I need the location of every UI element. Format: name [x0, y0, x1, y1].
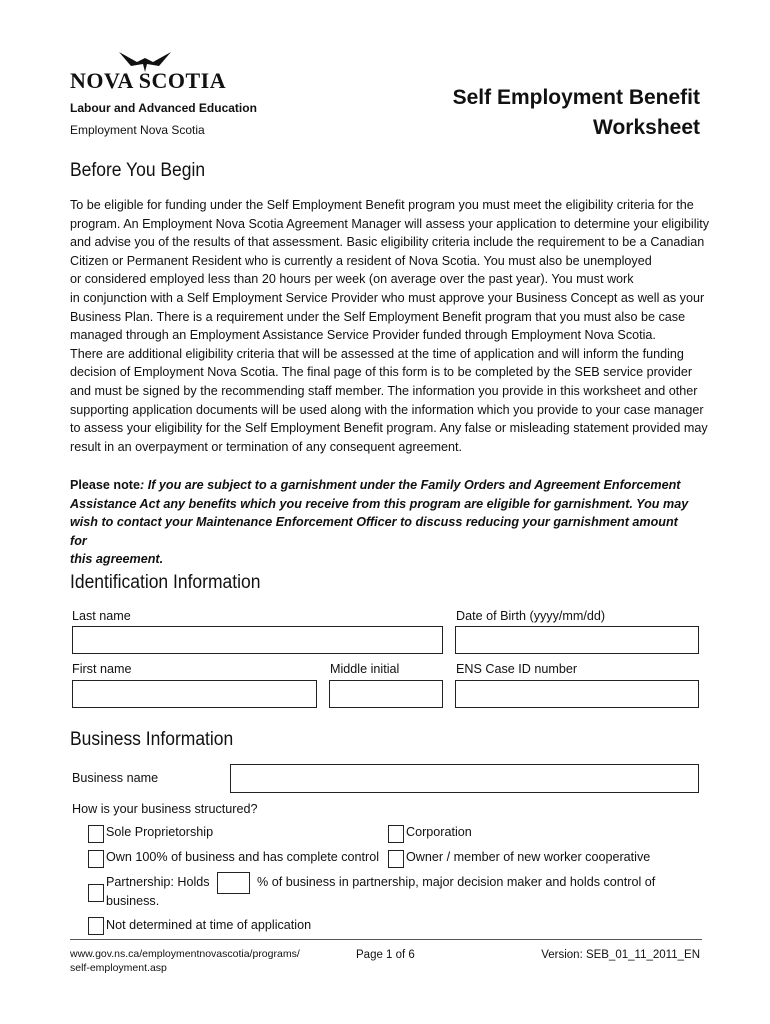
section-heading-before-you-begin: Before You Begin	[70, 160, 206, 181]
partnership-checkbox[interactable]	[88, 884, 104, 902]
last-name-label: Last name	[72, 609, 131, 623]
business-name-label: Business name	[72, 771, 159, 785]
body-line: Business Plan. There is a requirement under the Self Employment Benefit program that you must also be case	[70, 309, 686, 324]
cooperative-checkbox[interactable]	[388, 850, 404, 868]
footer-url	[70, 947, 300, 975]
logo-wordmark: NOVA SCOTIA	[70, 68, 227, 93]
body-line: managed through an Employment Assistance Service Provider funded through Employment Nova Scotia.	[70, 328, 656, 343]
first-name-label: First name	[72, 662, 132, 676]
body-line: in conjunction with a Self Employment Service Provider who must approve your Business Concept as well as your	[70, 290, 705, 305]
body-line: or considered employed less than 20 hours per week (on average over the past year). You must work	[70, 272, 634, 287]
body-line: decision of Employment Nova Scotia. The final page of this form is to be completed by the SEB service provider	[70, 365, 693, 380]
first-name-field[interactable]	[72, 680, 317, 708]
structure-question: How is your business structured?	[72, 802, 258, 816]
body-line: Citizen or Permanent Resident who is currently a resident of Nova Scotia. You must also be unemployed	[70, 253, 652, 268]
note-line: this agreement.	[70, 552, 164, 567]
last-name-field[interactable]	[72, 626, 443, 654]
corporation-checkbox[interactable]	[388, 825, 404, 843]
body-line: and advise you of the results of that assessment. Basic eligibility criteria include the requirement to be a Canadian	[70, 235, 705, 250]
middle-initial-field[interactable]	[329, 680, 443, 708]
note-label: Please note	[70, 478, 140, 492]
body-line: to assess your eligibility for the Self Employment Benefit program. Any false or misleading statement provided may	[70, 421, 708, 436]
page-number: Page 1 of 6	[356, 949, 415, 961]
department-name: Labour and Advanced Education	[70, 101, 257, 115]
footer-url-line: www.gov.ns.ca/employmentnovascotia/programs/	[70, 948, 300, 960]
ens-case-label: ENS Case ID number	[456, 662, 578, 676]
not-determined-checkbox[interactable]	[88, 917, 104, 935]
dob-field[interactable]	[455, 626, 699, 654]
body-line: program. An Employment Nova Scotia Agreement Manager will assess your application to determine your eligibility	[70, 216, 710, 231]
not-determined-label: Not determined at time of application	[106, 918, 312, 932]
body-line: supporting application documents will be used along with the information which you provide to your case manager	[70, 402, 704, 417]
nova-scotia-logo	[70, 50, 227, 96]
ens-case-field[interactable]	[455, 680, 699, 708]
garnishment-note	[70, 476, 690, 569]
document-title	[453, 83, 700, 143]
section-heading-business: Business Information	[70, 729, 234, 750]
footer-divider	[70, 939, 702, 940]
body-line: There are additional eligibility criteria that will be assessed at the time of application and will inform the funding	[70, 346, 684, 361]
dob-label: Date of Birth (yyyy/mm/dd)	[456, 609, 606, 623]
own-100-label: Own 100% of business and has complete control	[106, 850, 380, 864]
partnership-label-continued: % of business in partnership, major decision maker and holds control of	[257, 875, 656, 889]
note-line: : If you are subject to a garnishment under the Family Orders and Agreement Enforcement	[140, 478, 681, 492]
partnership-label: Partnership: Holds	[106, 875, 210, 889]
partnership-percent-field[interactable]	[217, 872, 250, 894]
version-label: Version: SEB_01_11_2011_EN	[541, 949, 700, 961]
middle-initial-label: Middle initial	[330, 662, 400, 676]
sole-proprietorship-label: Sole Proprietorship	[106, 825, 214, 839]
corporation-label: Corporation	[406, 825, 472, 839]
footer-url-line: self-employment.asp	[70, 962, 167, 974]
own-100-checkbox[interactable]	[88, 850, 104, 868]
note-line: Assistance Act any benefits which you receive from this program are eligible for garnishment. You may	[70, 496, 689, 511]
title-line-1: Self Employment Benefit	[452, 86, 700, 109]
cooperative-label: Owner / member of new worker cooperative	[406, 850, 651, 864]
section-heading-identification: Identification Information	[70, 572, 261, 593]
sole-proprietorship-checkbox[interactable]	[88, 825, 104, 843]
division-name: Employment Nova Scotia	[70, 123, 205, 137]
note-line: wish to contact your Maintenance Enforcement Officer to discuss reducing your garnishment amount for	[70, 515, 678, 548]
title-line-2: Worksheet	[593, 116, 700, 139]
partnership-label-end: business.	[106, 894, 160, 908]
business-name-field[interactable]	[230, 764, 699, 793]
body-line: To be eligible for funding under the Self Employment Benefit program you must meet the eligibility criteria for the	[70, 198, 694, 212]
body-line: result in an overpayment or termination of any consequent agreement.	[70, 439, 463, 454]
body-line: and must be signed by the recommending staff member. The information you provide in this worksheet and other	[70, 383, 698, 398]
eligibility-paragraph	[70, 196, 710, 456]
